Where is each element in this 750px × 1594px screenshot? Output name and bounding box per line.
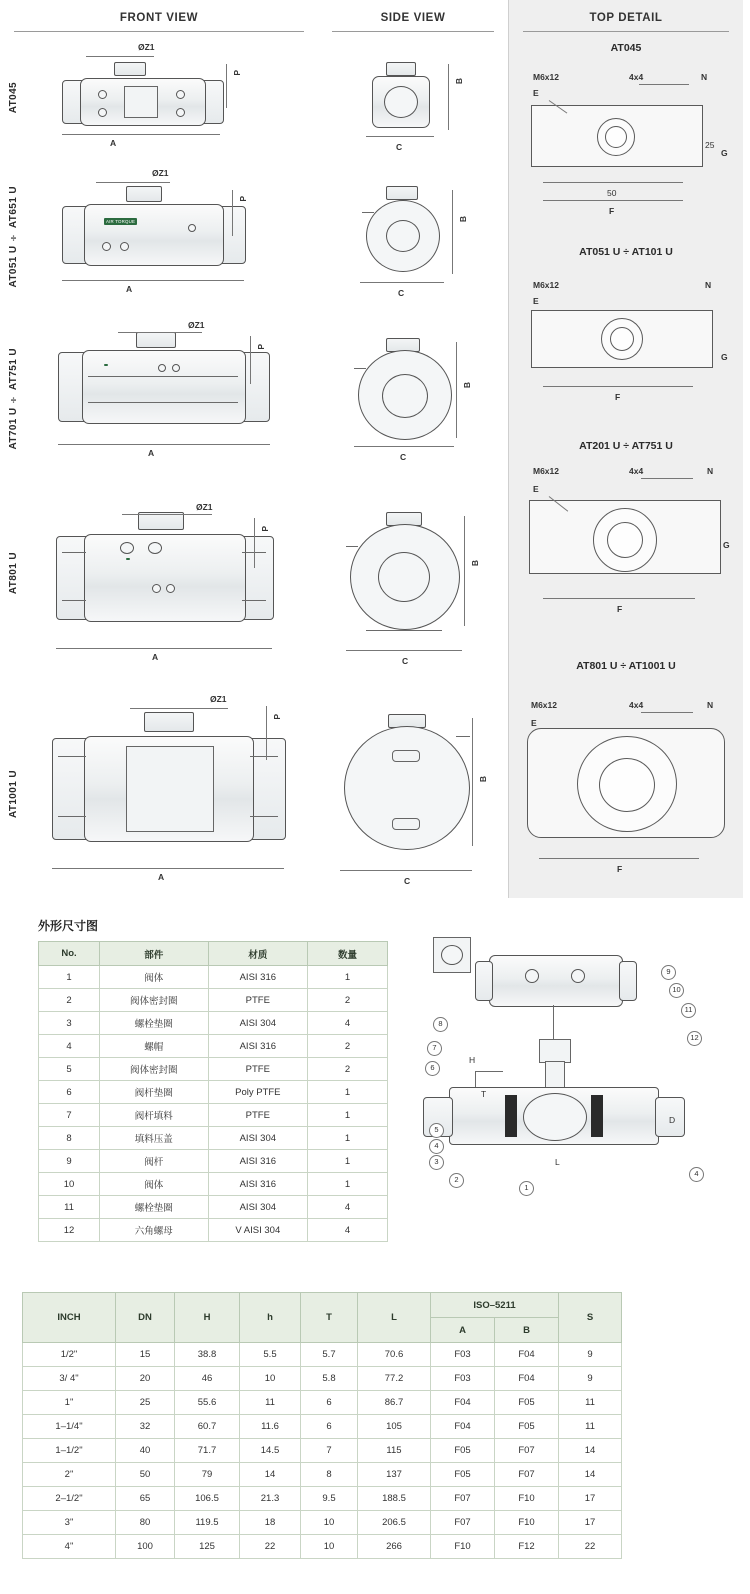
cell-material: AISI 304 bbox=[208, 1127, 308, 1150]
cell-isoB: F05 bbox=[495, 1391, 559, 1415]
parts-header-material: 材质 bbox=[208, 942, 308, 966]
cell-T: 10 bbox=[301, 1535, 358, 1559]
parts-header-no: No. bbox=[39, 942, 100, 966]
table-row bbox=[39, 1012, 388, 1035]
dim-c-row4: C bbox=[402, 656, 409, 666]
figure-label-t: T bbox=[481, 1089, 487, 1099]
td1-label-f: F bbox=[609, 206, 615, 216]
front-view-title: FRONT VIEW bbox=[119, 12, 199, 24]
figure-label-h: H bbox=[469, 1055, 476, 1065]
front-view-underline bbox=[14, 31, 304, 32]
td4-label-4x4: 4x4 bbox=[629, 700, 644, 710]
cell-h: 21.3 bbox=[240, 1487, 301, 1511]
cell-material: AISI 316 bbox=[208, 1173, 308, 1196]
callout-3: 3 bbox=[429, 1155, 444, 1170]
table-row bbox=[39, 966, 388, 989]
cell-qty: 1 bbox=[308, 1104, 388, 1127]
table-row bbox=[39, 1150, 388, 1173]
top-detail-underline bbox=[523, 31, 729, 32]
cell-S: 22 bbox=[559, 1535, 622, 1559]
row-label-at801: AT801 U bbox=[8, 552, 19, 595]
top-detail-bore-inner-4 bbox=[599, 758, 655, 812]
ball-valve-figure bbox=[415, 935, 725, 1235]
table-row bbox=[23, 1343, 622, 1367]
callout-12: 12 bbox=[687, 1031, 702, 1046]
td1-label-e: E bbox=[533, 88, 539, 98]
cell-isoA: F10 bbox=[431, 1535, 495, 1559]
table-row bbox=[39, 1104, 388, 1127]
cell-inch: 1–1/2" bbox=[23, 1439, 116, 1463]
td1-label-4x4: 4x4 bbox=[629, 72, 644, 82]
td3-label-m6x12: M6x12 bbox=[533, 466, 559, 476]
cell-no: 5 bbox=[39, 1058, 100, 1081]
cell-material: PTFE bbox=[208, 1104, 308, 1127]
cell-isoB: F10 bbox=[495, 1511, 559, 1535]
cell-T: 6 bbox=[301, 1391, 358, 1415]
cell-L: 115 bbox=[358, 1439, 431, 1463]
cell-dn: 25 bbox=[116, 1391, 175, 1415]
td2-label-m6x12: M6x12 bbox=[533, 280, 559, 290]
top-detail-title-4: AT801 U ÷ AT1001 U bbox=[576, 660, 676, 672]
dim-oz1-row1: ØZ1 bbox=[138, 42, 155, 52]
td4-label-n: N bbox=[707, 700, 714, 710]
row-label-at045: AT045 bbox=[8, 82, 19, 114]
cell-isoA: F03 bbox=[431, 1343, 495, 1367]
dim-a-row1: A bbox=[110, 138, 117, 148]
td4-label-e: E bbox=[531, 718, 537, 728]
cell-qty: 4 bbox=[308, 1219, 388, 1242]
cell-part: 阀体密封圈 bbox=[100, 1058, 209, 1081]
cell-qty: 1 bbox=[308, 1173, 388, 1196]
td3-label-4x4: 4x4 bbox=[629, 466, 644, 476]
parts-header-qty: 数量 bbox=[308, 942, 388, 966]
cell-no: 3 bbox=[39, 1012, 100, 1035]
td1-label-50: 50 bbox=[607, 188, 617, 198]
callout-2: 2 bbox=[449, 1173, 464, 1188]
top-detail-title-3: AT201 U ÷ AT751 U bbox=[579, 440, 673, 452]
cell-qty: 2 bbox=[308, 1035, 388, 1058]
cell-no: 1 bbox=[39, 966, 100, 989]
td1-label-m6x12: M6x12 bbox=[533, 72, 559, 82]
table-row bbox=[23, 1535, 622, 1559]
side-view-at801 bbox=[346, 512, 462, 638]
dim-oz1-row4: ØZ1 bbox=[196, 502, 213, 512]
cell-S: 14 bbox=[559, 1463, 622, 1487]
cell-qty: 2 bbox=[308, 1058, 388, 1081]
cell-qty: 4 bbox=[308, 1012, 388, 1035]
dim-a-row3: A bbox=[148, 448, 155, 458]
cell-S: 9 bbox=[559, 1367, 622, 1391]
td4-label-f: F bbox=[617, 864, 623, 874]
cell-dn: 20 bbox=[116, 1367, 175, 1391]
cell-material: AISI 316 bbox=[208, 1035, 308, 1058]
cell-isoA: F03 bbox=[431, 1367, 495, 1391]
dimension-table bbox=[22, 1292, 622, 1559]
front-view-at801 bbox=[56, 512, 272, 642]
side-view-title: SIDE VIEW bbox=[380, 12, 446, 24]
cell-isoB: F04 bbox=[495, 1367, 559, 1391]
cell-S: 14 bbox=[559, 1439, 622, 1463]
side-view-at701 bbox=[354, 338, 454, 442]
callout-4b: 4 bbox=[689, 1167, 704, 1182]
section-divider bbox=[0, 898, 750, 905]
cell-dn: 100 bbox=[116, 1535, 175, 1559]
dim-p-row3: P bbox=[256, 344, 266, 350]
callout-8: 8 bbox=[433, 1017, 448, 1032]
cell-isoB: F07 bbox=[495, 1439, 559, 1463]
cell-isoB: F12 bbox=[495, 1535, 559, 1559]
dim-header-h-small: h bbox=[240, 1293, 301, 1343]
side-view-at1001 bbox=[340, 714, 472, 862]
cell-dn: 15 bbox=[116, 1343, 175, 1367]
dim-p-row2: P bbox=[238, 196, 248, 202]
callout-1: 1 bbox=[519, 1181, 534, 1196]
cell-material: AISI 304 bbox=[208, 1196, 308, 1219]
dim-p-row4: P bbox=[260, 526, 270, 532]
front-view-column bbox=[0, 0, 318, 900]
cell-L: 266 bbox=[358, 1535, 431, 1559]
dim-oz1-row3: ØZ1 bbox=[188, 320, 205, 330]
cell-h: 22 bbox=[240, 1535, 301, 1559]
cell-qty: 2 bbox=[308, 989, 388, 1012]
dim-p-row1: P bbox=[232, 70, 242, 76]
callout-9: 9 bbox=[661, 965, 676, 980]
cell-H: 119.5 bbox=[175, 1511, 240, 1535]
cell-T: 9.5 bbox=[301, 1487, 358, 1511]
table-row bbox=[23, 1463, 622, 1487]
cell-part: 阀体 bbox=[100, 966, 209, 989]
cell-inch: 2–1/2" bbox=[23, 1487, 116, 1511]
cell-material: AISI 316 bbox=[208, 966, 308, 989]
dim-a-row2: A bbox=[126, 284, 133, 294]
table-row bbox=[39, 1196, 388, 1219]
cell-no: 8 bbox=[39, 1127, 100, 1150]
cell-isoB: F05 bbox=[495, 1415, 559, 1439]
table-row bbox=[39, 989, 388, 1012]
cell-H: 46 bbox=[175, 1367, 240, 1391]
cell-dn: 80 bbox=[116, 1511, 175, 1535]
dim-c-row3: C bbox=[400, 452, 407, 462]
cell-qty: 1 bbox=[308, 1127, 388, 1150]
cell-material: Poly PTFE bbox=[208, 1081, 308, 1104]
cell-dn: 40 bbox=[116, 1439, 175, 1463]
cell-isoA: F04 bbox=[431, 1391, 495, 1415]
parts-table-header-row bbox=[39, 942, 388, 966]
cell-inch: 4" bbox=[23, 1535, 116, 1559]
td3-label-g: G bbox=[723, 540, 730, 550]
figure-label-l: L bbox=[555, 1157, 560, 1167]
cell-part: 螺栓垫圈 bbox=[100, 1012, 209, 1035]
cell-isoB: F10 bbox=[495, 1487, 559, 1511]
cell-no: 12 bbox=[39, 1219, 100, 1242]
cell-isoA: F07 bbox=[431, 1487, 495, 1511]
cell-no: 11 bbox=[39, 1196, 100, 1219]
td2-label-e: E bbox=[533, 296, 539, 306]
table-row bbox=[23, 1367, 622, 1391]
cell-part: 阀杆垫圈 bbox=[100, 1081, 209, 1104]
cell-T: 5.8 bbox=[301, 1367, 358, 1391]
cell-part: 螺帽 bbox=[100, 1035, 209, 1058]
cell-no: 7 bbox=[39, 1104, 100, 1127]
table-row bbox=[39, 1173, 388, 1196]
cell-H: 125 bbox=[175, 1535, 240, 1559]
cell-h: 10 bbox=[240, 1367, 301, 1391]
dim-header-iso-b: B bbox=[495, 1318, 559, 1343]
parts-header-part: 部件 bbox=[100, 942, 209, 966]
callout-4: 4 bbox=[429, 1139, 444, 1154]
front-view-at045 bbox=[62, 62, 222, 132]
cell-part: 阀体密封圈 bbox=[100, 989, 209, 1012]
dim-header-dn: DN bbox=[116, 1293, 175, 1343]
dim-header-h: H bbox=[175, 1293, 240, 1343]
cell-S: 9 bbox=[559, 1343, 622, 1367]
cell-no: 9 bbox=[39, 1150, 100, 1173]
td4-label-m6x12: M6x12 bbox=[531, 700, 557, 710]
cell-no: 2 bbox=[39, 989, 100, 1012]
dim-b-row1: B bbox=[454, 78, 464, 85]
cell-dn: 50 bbox=[116, 1463, 175, 1487]
callout-7: 7 bbox=[427, 1041, 442, 1056]
cell-no: 10 bbox=[39, 1173, 100, 1196]
cell-qty: 4 bbox=[308, 1196, 388, 1219]
cell-part: 阀体 bbox=[100, 1173, 209, 1196]
cell-L: 86.7 bbox=[358, 1391, 431, 1415]
table-row bbox=[23, 1439, 622, 1463]
cell-h: 11.6 bbox=[240, 1415, 301, 1439]
cell-isoA: F04 bbox=[431, 1415, 495, 1439]
cell-L: 77.2 bbox=[358, 1367, 431, 1391]
cell-part: 六角螺母 bbox=[100, 1219, 209, 1242]
cell-material: AISI 316 bbox=[208, 1150, 308, 1173]
cell-T: 6 bbox=[301, 1415, 358, 1439]
cell-h: 14.5 bbox=[240, 1439, 301, 1463]
top-detail-title-2: AT051 U ÷ AT101 U bbox=[579, 246, 673, 258]
side-view-column bbox=[318, 0, 508, 900]
cell-L: 206.5 bbox=[358, 1511, 431, 1535]
cell-no: 6 bbox=[39, 1081, 100, 1104]
side-view-at051 bbox=[360, 186, 444, 274]
cell-h: 11 bbox=[240, 1391, 301, 1415]
td2-label-n: N bbox=[705, 280, 712, 290]
td3-label-f: F bbox=[617, 604, 623, 614]
cell-inch: 1/2" bbox=[23, 1343, 116, 1367]
table-row bbox=[23, 1391, 622, 1415]
cell-H: 38.8 bbox=[175, 1343, 240, 1367]
td3-label-e: E bbox=[533, 484, 539, 494]
side-view-underline bbox=[332, 31, 494, 32]
dim-header-row-1 bbox=[23, 1293, 622, 1318]
cell-part: 螺栓垫圈 bbox=[100, 1196, 209, 1219]
top-detail-bore-inner-3 bbox=[607, 522, 643, 558]
cell-qty: 1 bbox=[308, 1081, 388, 1104]
cell-inch: 1–1/4" bbox=[23, 1415, 116, 1439]
dim-header-iso-a: A bbox=[431, 1318, 495, 1343]
table-row bbox=[23, 1415, 622, 1439]
cell-T: 5.7 bbox=[301, 1343, 358, 1367]
dim-c-row5: C bbox=[404, 876, 411, 886]
cell-H: 106.5 bbox=[175, 1487, 240, 1511]
callout-5: 5 bbox=[429, 1123, 444, 1138]
front-view-at051 bbox=[62, 186, 244, 276]
row-label-at1001: AT1001 U bbox=[8, 770, 19, 819]
dim-p-row5: P bbox=[272, 714, 282, 720]
dim-b-row2: B bbox=[458, 216, 468, 223]
cell-S: 11 bbox=[559, 1391, 622, 1415]
parts-section-title: 外形尺寸图 bbox=[38, 919, 99, 933]
cell-isoA: F07 bbox=[431, 1511, 495, 1535]
dim-oz1-row2: ØZ1 bbox=[152, 168, 169, 178]
cell-qty: 1 bbox=[308, 1150, 388, 1173]
cell-inch: 3" bbox=[23, 1511, 116, 1535]
cell-qty: 1 bbox=[308, 966, 388, 989]
callout-10: 10 bbox=[669, 983, 684, 998]
cell-S: 17 bbox=[559, 1511, 622, 1535]
front-view-at1001 bbox=[52, 712, 284, 862]
dim-header-iso: ISO–5211 bbox=[431, 1293, 559, 1318]
cell-dn: 32 bbox=[116, 1415, 175, 1439]
td1-label-n: N bbox=[701, 72, 708, 82]
cell-isoB: F07 bbox=[495, 1463, 559, 1487]
cell-L: 70.6 bbox=[358, 1343, 431, 1367]
cell-inch: 1" bbox=[23, 1391, 116, 1415]
dim-b-row5: B bbox=[478, 776, 488, 783]
dim-header-l: L bbox=[358, 1293, 431, 1343]
cell-material: AISI 304 bbox=[208, 1012, 308, 1035]
td1-label-g: G bbox=[721, 148, 728, 158]
top-detail-bore-inner-1 bbox=[605, 126, 627, 148]
brand-badge: AIR TORQUE bbox=[106, 219, 136, 224]
dim-b-row3: B bbox=[462, 382, 472, 389]
dim-header-s: S bbox=[559, 1293, 622, 1343]
cell-material: PTFE bbox=[208, 989, 308, 1012]
top-detail-column bbox=[508, 0, 743, 898]
cell-T: 8 bbox=[301, 1463, 358, 1487]
cell-h: 18 bbox=[240, 1511, 301, 1535]
table-row bbox=[39, 1219, 388, 1242]
cell-inch: 2" bbox=[23, 1463, 116, 1487]
callout-11: 11 bbox=[681, 1003, 696, 1018]
dim-c-row1: C bbox=[396, 142, 403, 152]
parts-table bbox=[38, 941, 388, 1242]
cell-L: 137 bbox=[358, 1463, 431, 1487]
side-view-at045 bbox=[366, 62, 434, 132]
td2-label-f: F bbox=[615, 392, 621, 402]
dim-a-row4: A bbox=[152, 652, 159, 662]
top-detail-title-1: AT045 bbox=[610, 42, 642, 54]
td3-label-n: N bbox=[707, 466, 714, 476]
cell-L: 188.5 bbox=[358, 1487, 431, 1511]
dimension-table-wrap bbox=[22, 1292, 622, 1559]
cell-material: PTFE bbox=[208, 1058, 308, 1081]
table-row bbox=[23, 1511, 622, 1535]
cell-part: 填料压盖 bbox=[100, 1127, 209, 1150]
dim-oz1-row5: ØZ1 bbox=[210, 694, 227, 704]
dim-b-row4: B bbox=[470, 560, 480, 567]
callout-6: 6 bbox=[425, 1061, 440, 1076]
table-row bbox=[39, 1035, 388, 1058]
table-row bbox=[39, 1081, 388, 1104]
cell-T: 7 bbox=[301, 1439, 358, 1463]
cell-material: V AISI 304 bbox=[208, 1219, 308, 1242]
cell-part: 阀杆填料 bbox=[100, 1104, 209, 1127]
td2-label-g: G bbox=[721, 352, 728, 362]
table-row bbox=[39, 1127, 388, 1150]
cell-isoB: F04 bbox=[495, 1343, 559, 1367]
cell-H: 79 bbox=[175, 1463, 240, 1487]
cell-S: 17 bbox=[559, 1487, 622, 1511]
td1-label-25: 25 bbox=[705, 140, 715, 150]
cell-dn: 65 bbox=[116, 1487, 175, 1511]
dim-header-t: T bbox=[301, 1293, 358, 1343]
figure-label-d: D bbox=[669, 1115, 676, 1125]
cell-h: 5.5 bbox=[240, 1343, 301, 1367]
top-detail-title: TOP DETAIL bbox=[589, 12, 663, 24]
cell-T: 10 bbox=[301, 1511, 358, 1535]
front-view-at701 bbox=[58, 330, 268, 440]
cell-S: 11 bbox=[559, 1415, 622, 1439]
cell-isoA: F05 bbox=[431, 1463, 495, 1487]
cell-H: 71.7 bbox=[175, 1439, 240, 1463]
dim-header-inch: INCH bbox=[23, 1293, 116, 1343]
cell-H: 55.6 bbox=[175, 1391, 240, 1415]
cell-L: 105 bbox=[358, 1415, 431, 1439]
cell-inch: 3/ 4" bbox=[23, 1367, 116, 1391]
top-detail-bore-inner-2 bbox=[610, 327, 634, 351]
row-label-at701: AT701 U ÷ AT751 U bbox=[8, 348, 19, 450]
cell-h: 14 bbox=[240, 1463, 301, 1487]
cell-no: 4 bbox=[39, 1035, 100, 1058]
dim-c-row2: C bbox=[398, 288, 405, 298]
row-label-at051: AT051 U ÷ AT651 U bbox=[8, 186, 19, 288]
table-row bbox=[23, 1487, 622, 1511]
cell-part: 阀杆 bbox=[100, 1150, 209, 1173]
cell-isoA: F05 bbox=[431, 1439, 495, 1463]
table-row bbox=[39, 1058, 388, 1081]
parts-section bbox=[0, 905, 750, 1335]
dim-a-row5: A bbox=[158, 872, 165, 882]
cell-H: 60.7 bbox=[175, 1415, 240, 1439]
